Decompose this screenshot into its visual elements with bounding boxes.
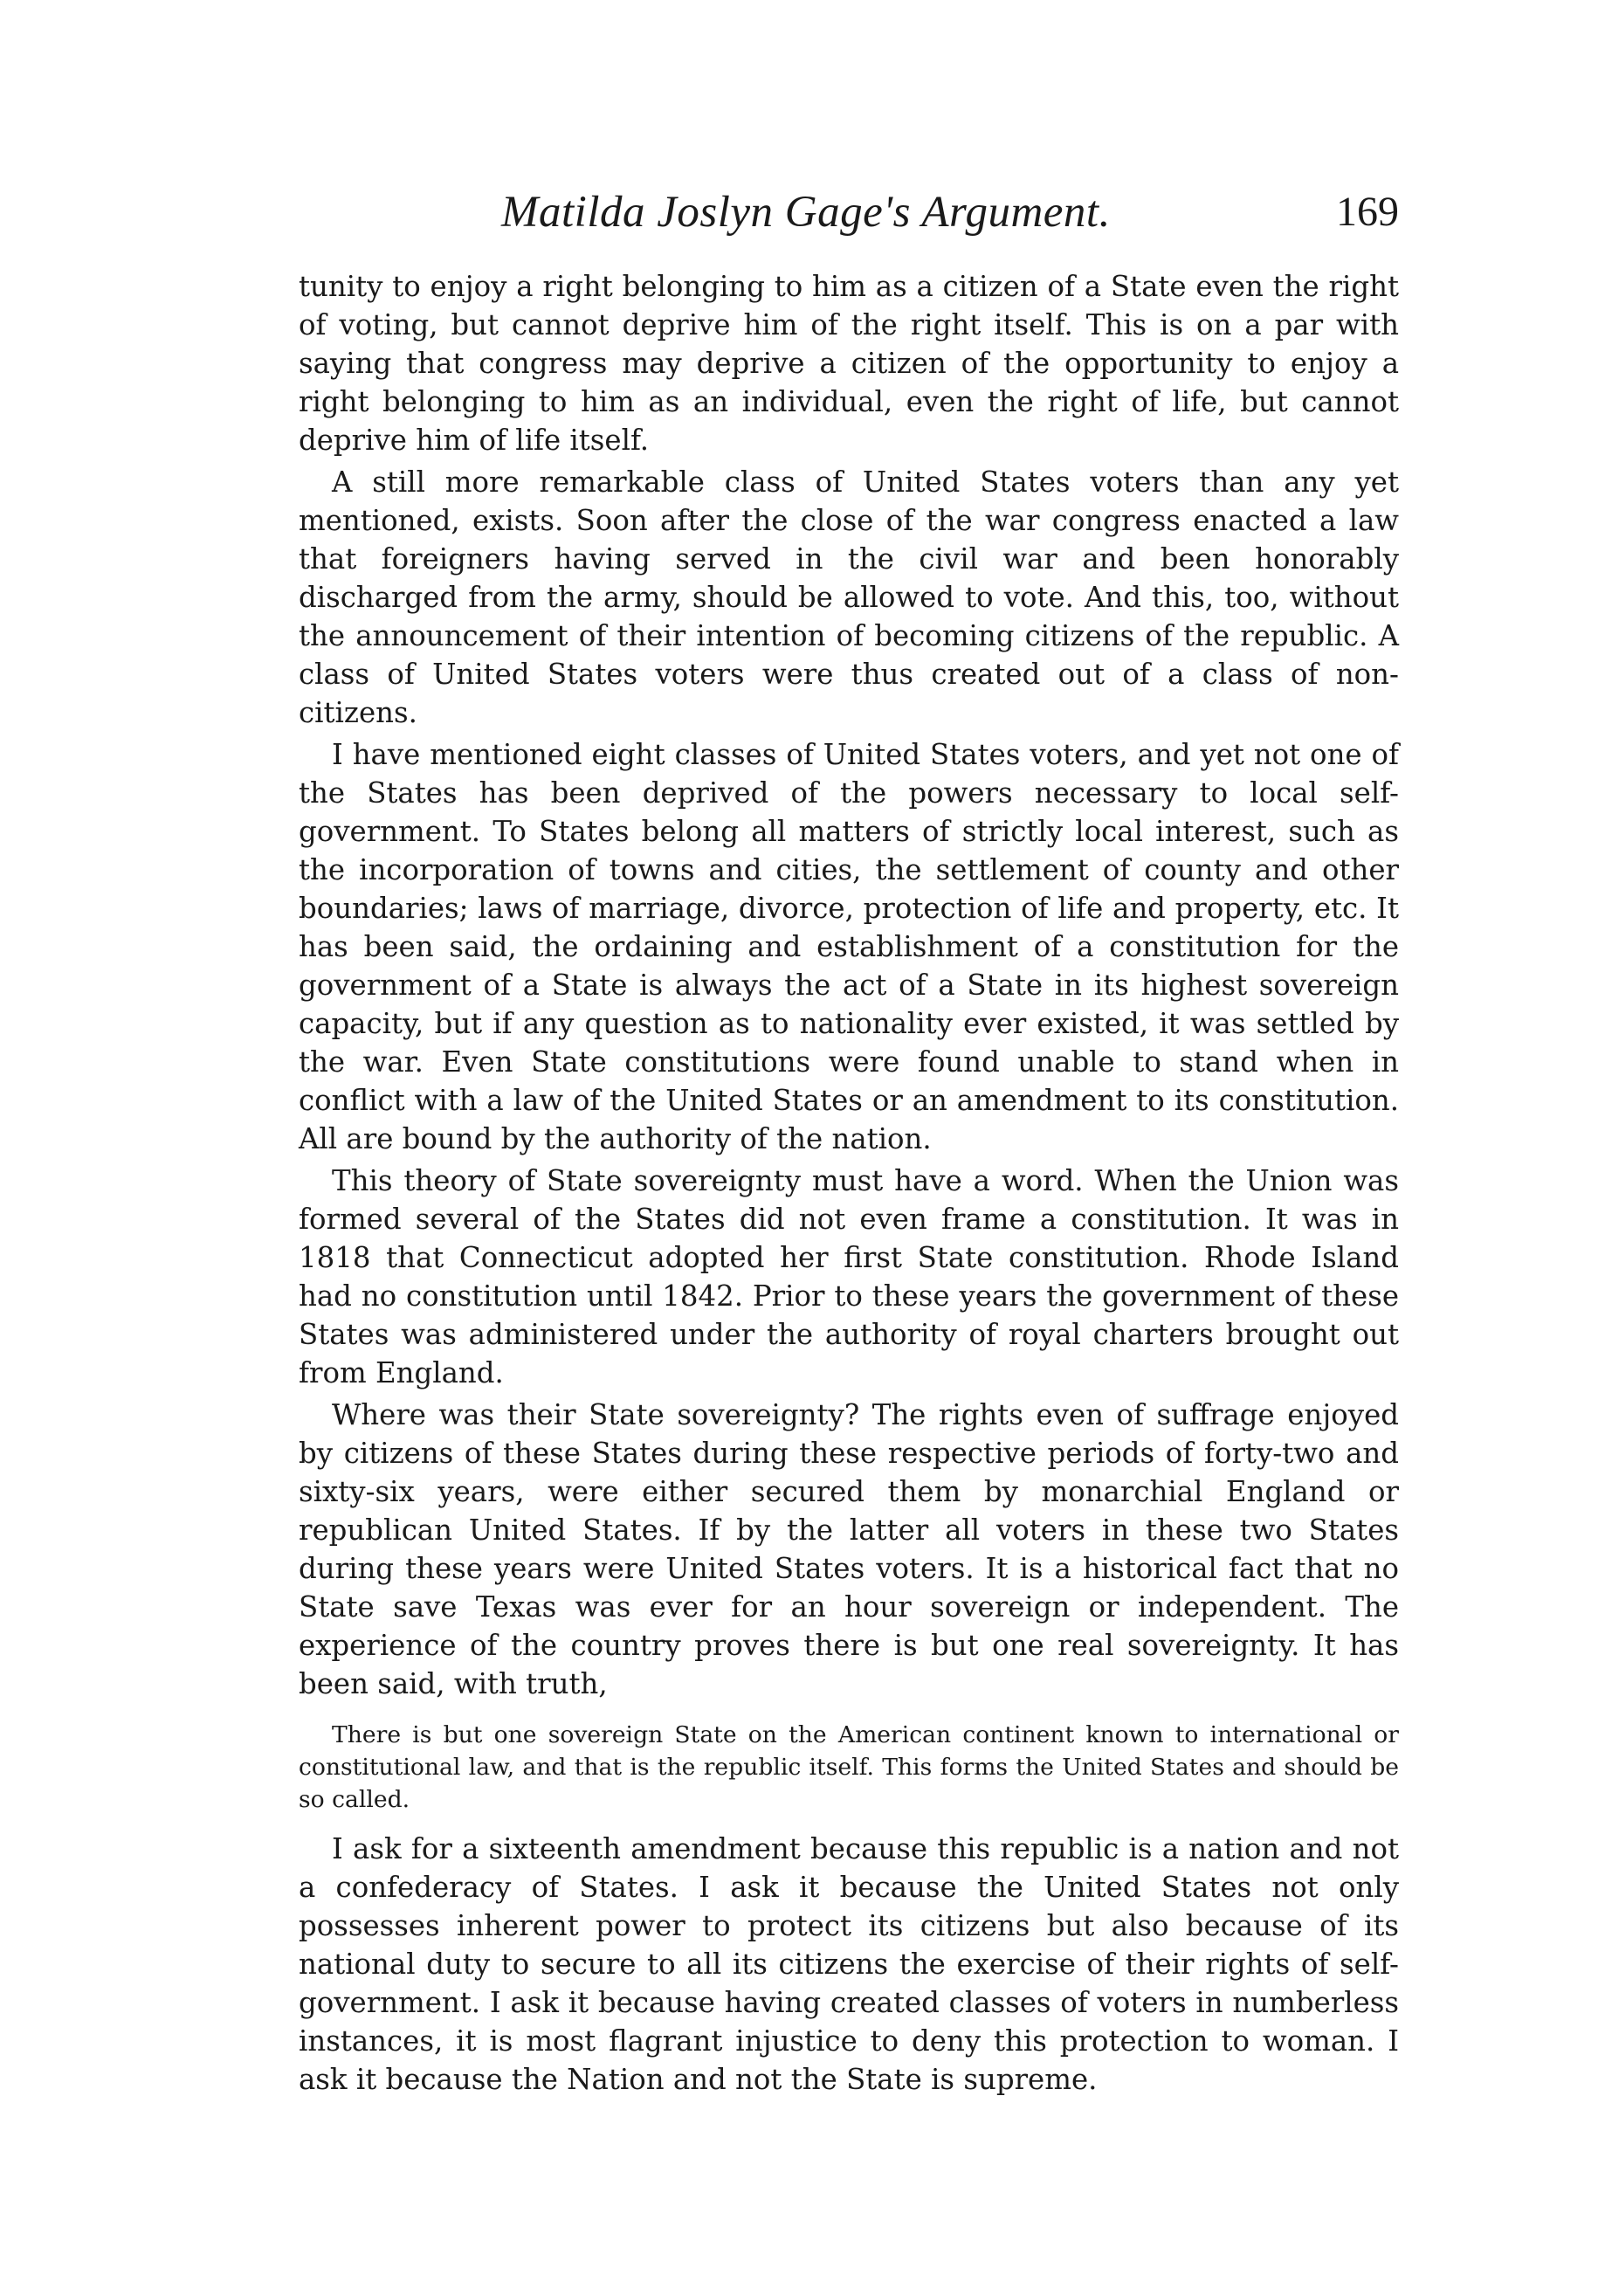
- paragraph-4: This theory of State sovereignty must have a word. When the Union was formed several of the States did not even frame a constitution. It was in 1818 that Connecticut adopted her first State constitution. Rhode Island had no constitution until 1842. Prior to these years the government of these States was administered under the authority of royal charters brought out from England.: [299, 1164, 1399, 1389]
- paragraph-5: Where was their State sovereignty? The rights even of suffrage enjoyed by citizens of these States during these respective periods of forty-two and sixty-six years, were either secured them by monarchial England or republican United States. If by the latter all voters in these two States during these years were United States voters. It is a historical fact that no State save Texas was ever for an hour sovereign or independent. The experience of the country proves there is but one real sovereignty. It has been said, with truth,: [299, 1398, 1399, 1700]
- book-page: [299, 183, 1399, 2099]
- running-title: Matilda Joslyn Gage's Argument.: [501, 188, 1111, 237]
- block-quote: There is but one sovereign State on the American continent known to international or constitutional law, and that is the republic itself. This forms the United States and should be so called.: [299, 1721, 1399, 1813]
- page-number: 169: [1336, 189, 1399, 235]
- paragraph-1: tunity to enjoy a right belonging to him as a citizen of a State even the right of voting, but cannot deprive him of the right itself. This is on a par with saying that congress may deprive a citizen of the opportunity to enjoy a right belonging to him as an individual, even the right of life, but cannot deprive him of life itself.: [299, 270, 1399, 457]
- closing-paragraph: I ask for a sixteenth amendment because this republic is a nation and not a confederacy of States. I ask it because the United States not only possesses inherent power to protect its citizens but also because of its national duty to secure to all its citizens the exercise of their rights of self-government. I ask it because having created classes of voters in numberless instances, it is most flagrant injustice to deny this protection to woman. I ask it because the Nation and not the State is supreme.: [299, 1832, 1399, 2096]
- paragraph-3: I have mentioned eight classes of United States voters, and yet not one of the States has been deprived of the powers necessary to local self-government. To States belong all matters of strictly local interest, such as the incorporation of towns and cities, the settlement of county and other boundaries; laws of marriage, divorce, protection of life and property, etc. It has been said, the ordaining and establishment of a constitution for the government of a State is always the act of a State in its highest sovereign capacity, but if any question as to nationality ever existed, it was settled by the war. Even State constitutions were found unable to stand when in conflict with a law of the United States or an amendment to its constitution. All are bound by the authority of the nation.: [299, 738, 1399, 1155]
- paragraph-2: A still more remarkable class of United States voters than any yet mentioned, exists. Soon after the close of the war congress enacted a law that foreigners having served in the civil war and been honorably discharged from the army, should be allowed to vote. And this, too, without the announcement of their intention of becoming citizens of the republic. A class of United States voters were thus created out of a class of non-citizens.: [299, 465, 1399, 729]
- page-header: [299, 183, 1399, 241]
